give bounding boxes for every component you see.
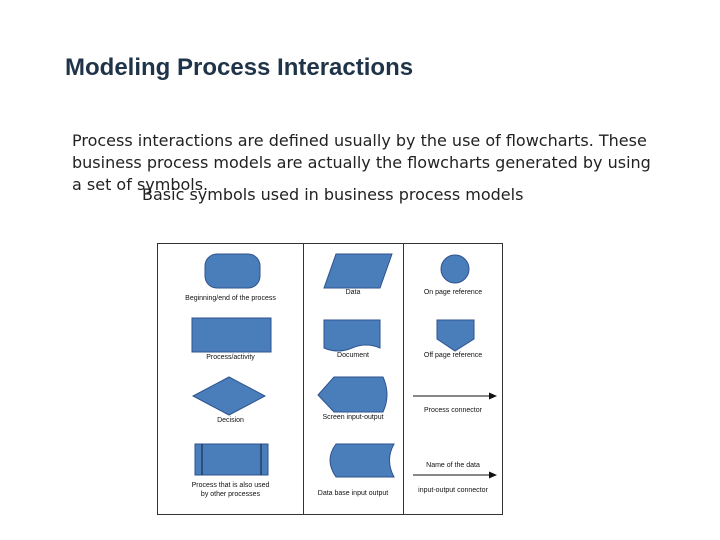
database-io-symbol	[330, 444, 394, 477]
label-input-output-connector: input-output connector	[418, 487, 488, 494]
label-data: Data	[345, 289, 361, 296]
symbols-subtitle: Basic symbols used in business process models	[142, 185, 524, 204]
terminator-symbol	[205, 254, 260, 288]
symbols-drawing	[158, 244, 504, 516]
label-document: Document	[337, 352, 369, 359]
symbols-table	[157, 243, 503, 515]
on-page-reference-symbol	[441, 255, 469, 283]
label-line: by other processes	[200, 491, 261, 498]
decision-diamond-symbol	[193, 377, 265, 415]
label-decision: Decision	[217, 417, 244, 424]
label-line: Process that is also used	[191, 482, 270, 489]
data-parallelogram-symbol	[324, 254, 392, 288]
label-process-connector: Process connector	[424, 407, 482, 414]
label-name-of-the-data: Name of the data	[426, 462, 480, 469]
label-screen-input-output: Screen input-output	[322, 414, 384, 421]
label-database-input-output: Data base input output	[317, 490, 389, 497]
label-process-activity: Process/activity	[206, 354, 255, 361]
paragraph-line: business process models are actually the flowcharts generated by using	[72, 153, 651, 172]
label-off-page-reference: Off page reference	[423, 352, 483, 359]
label-on-page-reference: On page reference	[423, 289, 483, 296]
paragraph-line: Process interactions are defined usually by the use of flowcharts. These	[72, 131, 647, 150]
arrowhead	[489, 472, 497, 479]
document-symbol	[324, 320, 380, 351]
arrowhead	[489, 393, 497, 400]
process-rectangle-symbol	[192, 318, 271, 352]
label-beginning-end: Beginning/end of the process	[185, 295, 276, 302]
predefined-process-symbol	[195, 444, 268, 475]
off-page-reference-symbol	[437, 320, 474, 351]
paragraph-line: a set of symbols.	[72, 175, 209, 194]
screen-io-symbol	[318, 377, 387, 412]
label-process-used-by-others	[158, 481, 303, 499]
slide-title: Modeling Process Interactions	[65, 54, 414, 81]
